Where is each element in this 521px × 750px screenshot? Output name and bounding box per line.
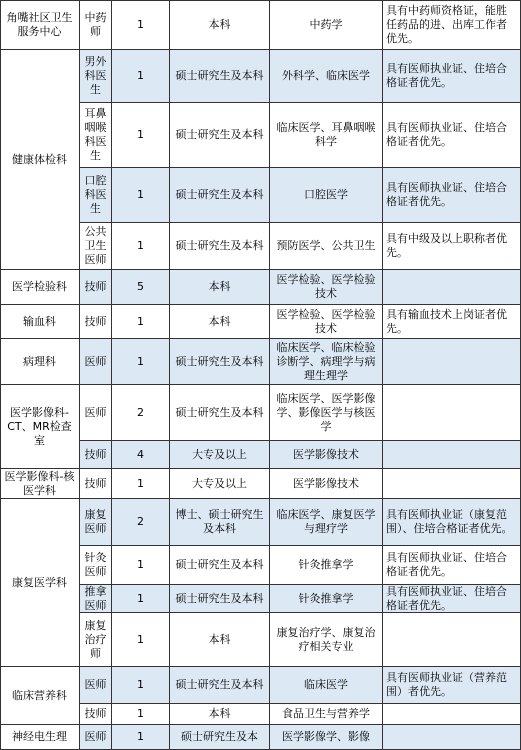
num-cell: 1 <box>112 585 170 613</box>
major-cell: 食品卫生与营养学 <box>270 704 383 725</box>
req-cell <box>383 469 521 499</box>
post-cell: 口腔科医生 <box>80 168 112 223</box>
edu-cell: 本科 <box>170 704 270 725</box>
num-cell: 1 <box>112 546 170 585</box>
req-cell: 具有医师执业证（营养范围）者优先。 <box>383 667 521 704</box>
major-cell: 中药学 <box>270 0 383 50</box>
major-cell: 医学检验、医学检验技术 <box>270 305 383 339</box>
edu-cell: 硕士研究生及本 <box>170 725 270 750</box>
dept-cell: 医学检验科 <box>0 270 80 305</box>
post-cell: 医师 <box>80 385 112 441</box>
dept-cell: 医学影像科-核医学科 <box>0 469 80 499</box>
req-cell <box>383 339 521 385</box>
edu-cell: 硕士研究生及本科 <box>170 546 270 585</box>
post-cell: 康复治疗师 <box>80 613 112 667</box>
num-cell: 1 <box>112 0 170 50</box>
num-cell: 1 <box>112 103 170 168</box>
major-cell: 针灸推拿学 <box>270 585 383 613</box>
post-cell: 技师 <box>80 270 112 305</box>
req-cell <box>383 441 521 469</box>
dept-cell: 病理科 <box>0 339 80 385</box>
num-cell: 5 <box>112 270 170 305</box>
req-cell <box>383 613 521 667</box>
num-cell: 1 <box>112 469 170 499</box>
major-cell: 医学影像技术 <box>270 469 383 499</box>
num-cell: 2 <box>112 385 170 441</box>
req-cell: 具有医师执业证、住培合格证者优先。 <box>383 103 521 168</box>
num-cell: 1 <box>112 667 170 704</box>
major-cell: 医学影像学、影像 <box>270 725 383 750</box>
req-cell: 具有输血技术上岗证者优先。 <box>383 305 521 339</box>
req-cell: 具有医师执业证、住培合格证者优先。 <box>383 50 521 103</box>
major-cell: 康复治疗学、康复治疗相关专业 <box>270 613 383 667</box>
major-cell: 外科学、临床医学 <box>270 50 383 103</box>
num-cell: 4 <box>112 441 170 469</box>
edu-cell: 硕士研究生及本科 <box>170 585 270 613</box>
post-cell: 技师 <box>80 704 112 725</box>
post-cell: 公共卫生医师 <box>80 223 112 270</box>
num-cell: 1 <box>112 168 170 223</box>
req-cell <box>383 725 521 750</box>
post-cell: 医师 <box>80 667 112 704</box>
dept-cell: 康复医学科 <box>0 499 80 667</box>
post-cell: 中药师 <box>80 0 112 50</box>
edu-cell: 大专及以上 <box>170 441 270 469</box>
num-cell: 1 <box>112 305 170 339</box>
edu-cell: 硕士研究生及本科 <box>170 50 270 103</box>
edu-cell: 本科 <box>170 0 270 50</box>
post-cell: 医师 <box>80 725 112 750</box>
edu-cell: 硕士研究生及本科 <box>170 339 270 385</box>
req-cell <box>383 385 521 441</box>
major-cell: 医学检验、医学检验技术 <box>270 270 383 305</box>
req-cell: 具有中级及以上职称者优先。 <box>383 223 521 270</box>
num-cell: 1 <box>112 339 170 385</box>
num-cell: 1 <box>112 704 170 725</box>
major-cell: 临床医学、临床检验诊断学、病理学与病理生理学 <box>270 339 383 385</box>
edu-cell: 硕士研究生及本科 <box>170 103 270 168</box>
major-cell: 医学影像技术 <box>270 441 383 469</box>
edu-cell: 硕士研究生及本科 <box>170 168 270 223</box>
dept-cell: 输血科 <box>0 305 80 339</box>
dept-cell: 临床营养科 <box>0 667 80 725</box>
edu-cell: 本科 <box>170 270 270 305</box>
edu-cell: 博士、硕士研究生及本科 <box>170 499 270 546</box>
req-cell <box>383 270 521 305</box>
major-cell: 针灸推拿学 <box>270 546 383 585</box>
major-cell: 预防医学、公共卫生 <box>270 223 383 270</box>
num-cell: 1 <box>112 725 170 750</box>
req-cell: 具有医师执业证、住培合格证者优先。 <box>383 585 521 613</box>
req-cell <box>383 704 521 725</box>
edu-cell: 本科 <box>170 305 270 339</box>
edu-cell: 硕士研究生及本科 <box>170 667 270 704</box>
edu-cell: 硕士研究生及本科 <box>170 223 270 270</box>
major-cell: 临床医学、耳鼻咽喉科学 <box>270 103 383 168</box>
dept-cell: 神经电生理 <box>0 725 80 750</box>
num-cell: 2 <box>112 499 170 546</box>
post-cell: 耳鼻咽喉科医生 <box>80 103 112 168</box>
major-cell: 临床医学、医学影像学、影像医学与核医学 <box>270 385 383 441</box>
req-cell: 具有医师执业证、住培合格证者优先。 <box>383 546 521 585</box>
post-cell: 康复医师 <box>80 499 112 546</box>
dept-cell: 角嘴社区卫生服务中心 <box>0 0 80 50</box>
num-cell: 1 <box>112 613 170 667</box>
dept-cell: 医学影像科-CT、MR检查室 <box>0 385 80 469</box>
post-cell: 推拿医师 <box>80 585 112 613</box>
edu-cell: 本科 <box>170 613 270 667</box>
post-cell: 技师 <box>80 441 112 469</box>
major-cell: 口腔医学 <box>270 168 383 223</box>
edu-cell: 硕士研究生及本科 <box>170 385 270 441</box>
num-cell: 1 <box>112 223 170 270</box>
num-cell: 1 <box>112 50 170 103</box>
major-cell: 临床医学、康复医学与理疗学 <box>270 499 383 546</box>
post-cell: 技师 <box>80 305 112 339</box>
req-cell: 具有医师执业证、住培合格证者优先。 <box>383 168 521 223</box>
major-cell: 临床医学 <box>270 667 383 704</box>
post-cell: 技师 <box>80 469 112 499</box>
req-cell: 具有中药师资格证，能胜任药品的进、出库工作者优先。 <box>383 0 521 50</box>
edu-cell: 大专及以上 <box>170 469 270 499</box>
post-cell: 针灸医师 <box>80 546 112 585</box>
dept-cell: 健康体检科 <box>0 50 80 270</box>
req-cell: 具有医师执业证（康复范围）、住培合格证者优先。 <box>383 499 521 546</box>
post-cell: 男外科医生 <box>80 50 112 103</box>
post-cell: 医师 <box>80 339 112 385</box>
